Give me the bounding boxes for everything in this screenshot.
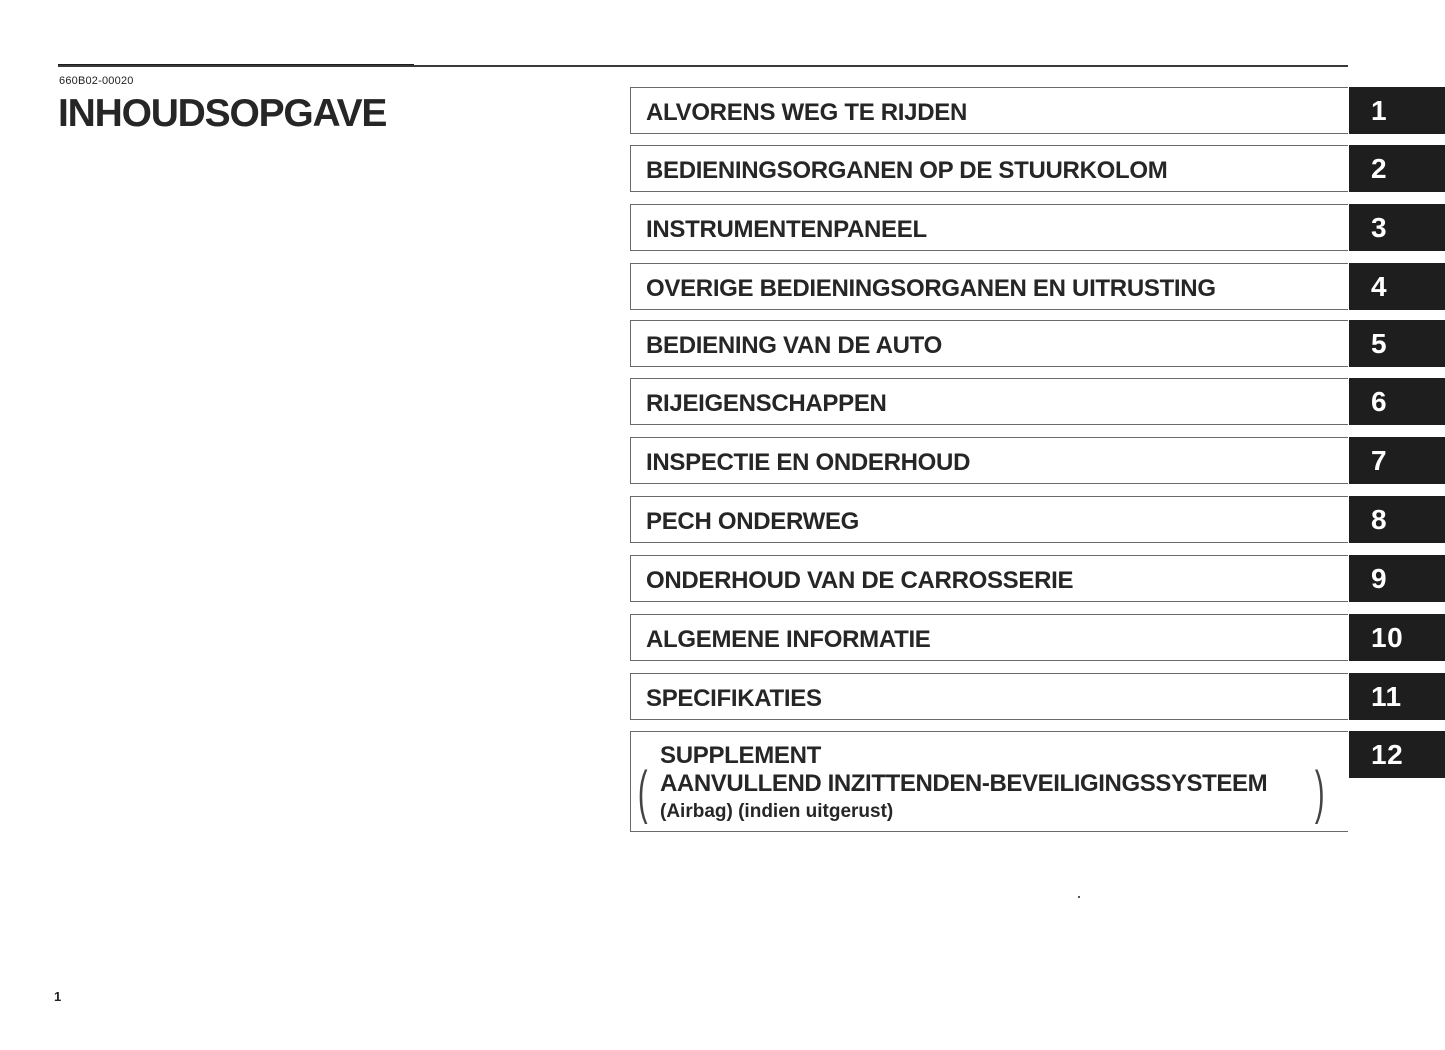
toc-item-box: [630, 145, 1348, 192]
toc-item-label: ONDERHOUD VAN DE CARROSSERIE: [646, 567, 1074, 594]
toc-item-box: [630, 437, 1348, 484]
toc-item-box: [630, 496, 1348, 543]
toc-item-6[interactable]: [630, 378, 1445, 426]
toc-item-label: INSPECTIE EN ONDERHOUD: [646, 449, 971, 476]
chapter-tab-4[interactable]: 4: [1349, 263, 1445, 310]
chapter-tab-12[interactable]: 12: [1349, 731, 1445, 778]
toc-item-label: PECH ONDERWEG: [646, 508, 860, 535]
toc-item-label: BEDIENINGSORGANEN OP DE STUURKOLOM: [646, 157, 1168, 184]
toc-item-box: [630, 731, 1348, 832]
toc-item-label: INSTRUMENTENPANEEL: [646, 216, 927, 243]
close-parenthesis: ): [1314, 760, 1325, 825]
toc-item-box: [630, 87, 1348, 134]
toc-item-box: [630, 614, 1348, 661]
toc-item-5[interactable]: [630, 320, 1445, 368]
toc-item-label: ALGEMENE INFORMATIE: [646, 626, 931, 653]
supplement-title: SUPPLEMENT: [660, 742, 822, 769]
toc-item-box: [630, 673, 1348, 720]
chapter-tab-2[interactable]: 2: [1349, 145, 1445, 192]
toc-item-9[interactable]: [630, 555, 1445, 603]
toc-item-box: [630, 320, 1348, 367]
toc-item-4[interactable]: [630, 263, 1445, 311]
toc-item-label: RIJEIGENSCHAPPEN: [646, 390, 887, 417]
toc-item-11[interactable]: [630, 673, 1445, 721]
page-number: 1: [54, 989, 62, 1004]
print-speck: [1078, 896, 1080, 898]
toc-item-label: ALVORENS WEG TE RIJDEN: [646, 99, 967, 126]
chapter-tab-7[interactable]: 7: [1349, 437, 1445, 484]
toc-item-box: [630, 204, 1348, 251]
toc-item-1[interactable]: [630, 87, 1445, 135]
toc-item-2[interactable]: [630, 145, 1445, 193]
toc-item-label: BEDIENING VAN DE AUTO: [646, 332, 942, 359]
toc-item-10[interactable]: [630, 614, 1445, 662]
toc-item-box: [630, 378, 1348, 425]
toc-item-box: [630, 263, 1348, 310]
toc-item-12[interactable]: [630, 731, 1445, 825]
chapter-tab-11[interactable]: 11: [1349, 673, 1445, 720]
chapter-tab-6[interactable]: 6: [1349, 378, 1445, 425]
supplement-note: (Airbag) (indien uitgerust): [660, 801, 894, 822]
toc-item-7[interactable]: [630, 437, 1445, 485]
toc-item-label: OVERIGE BEDIENINGSORGANEN EN UITRUSTING: [646, 275, 1216, 302]
toc-item-3[interactable]: [630, 204, 1445, 252]
chapter-tab-8[interactable]: 8: [1349, 496, 1445, 543]
chapter-tab-3[interactable]: 3: [1349, 204, 1445, 251]
chapter-tab-1[interactable]: 1: [1349, 87, 1445, 134]
page-title: INHOUDSOPGAVE: [58, 92, 387, 135]
chapter-tab-9[interactable]: 9: [1349, 555, 1445, 602]
chapter-tab-5[interactable]: 5: [1349, 320, 1445, 367]
header-rule: [58, 65, 1348, 67]
supplement-text: [660, 742, 1267, 827]
toc-item-label: SPECIFIKATIES: [646, 685, 822, 712]
toc-item-8[interactable]: [630, 496, 1445, 544]
toc-item-box: [630, 555, 1348, 602]
document-code: 660B02-00020: [59, 75, 134, 87]
open-parenthesis: (: [637, 760, 648, 825]
supplement-subtitle: AANVULLEND INZITTENDEN-BEVEILIGINGSSYSTEEM: [660, 770, 1268, 797]
chapter-tab-10[interactable]: 10: [1349, 614, 1445, 661]
